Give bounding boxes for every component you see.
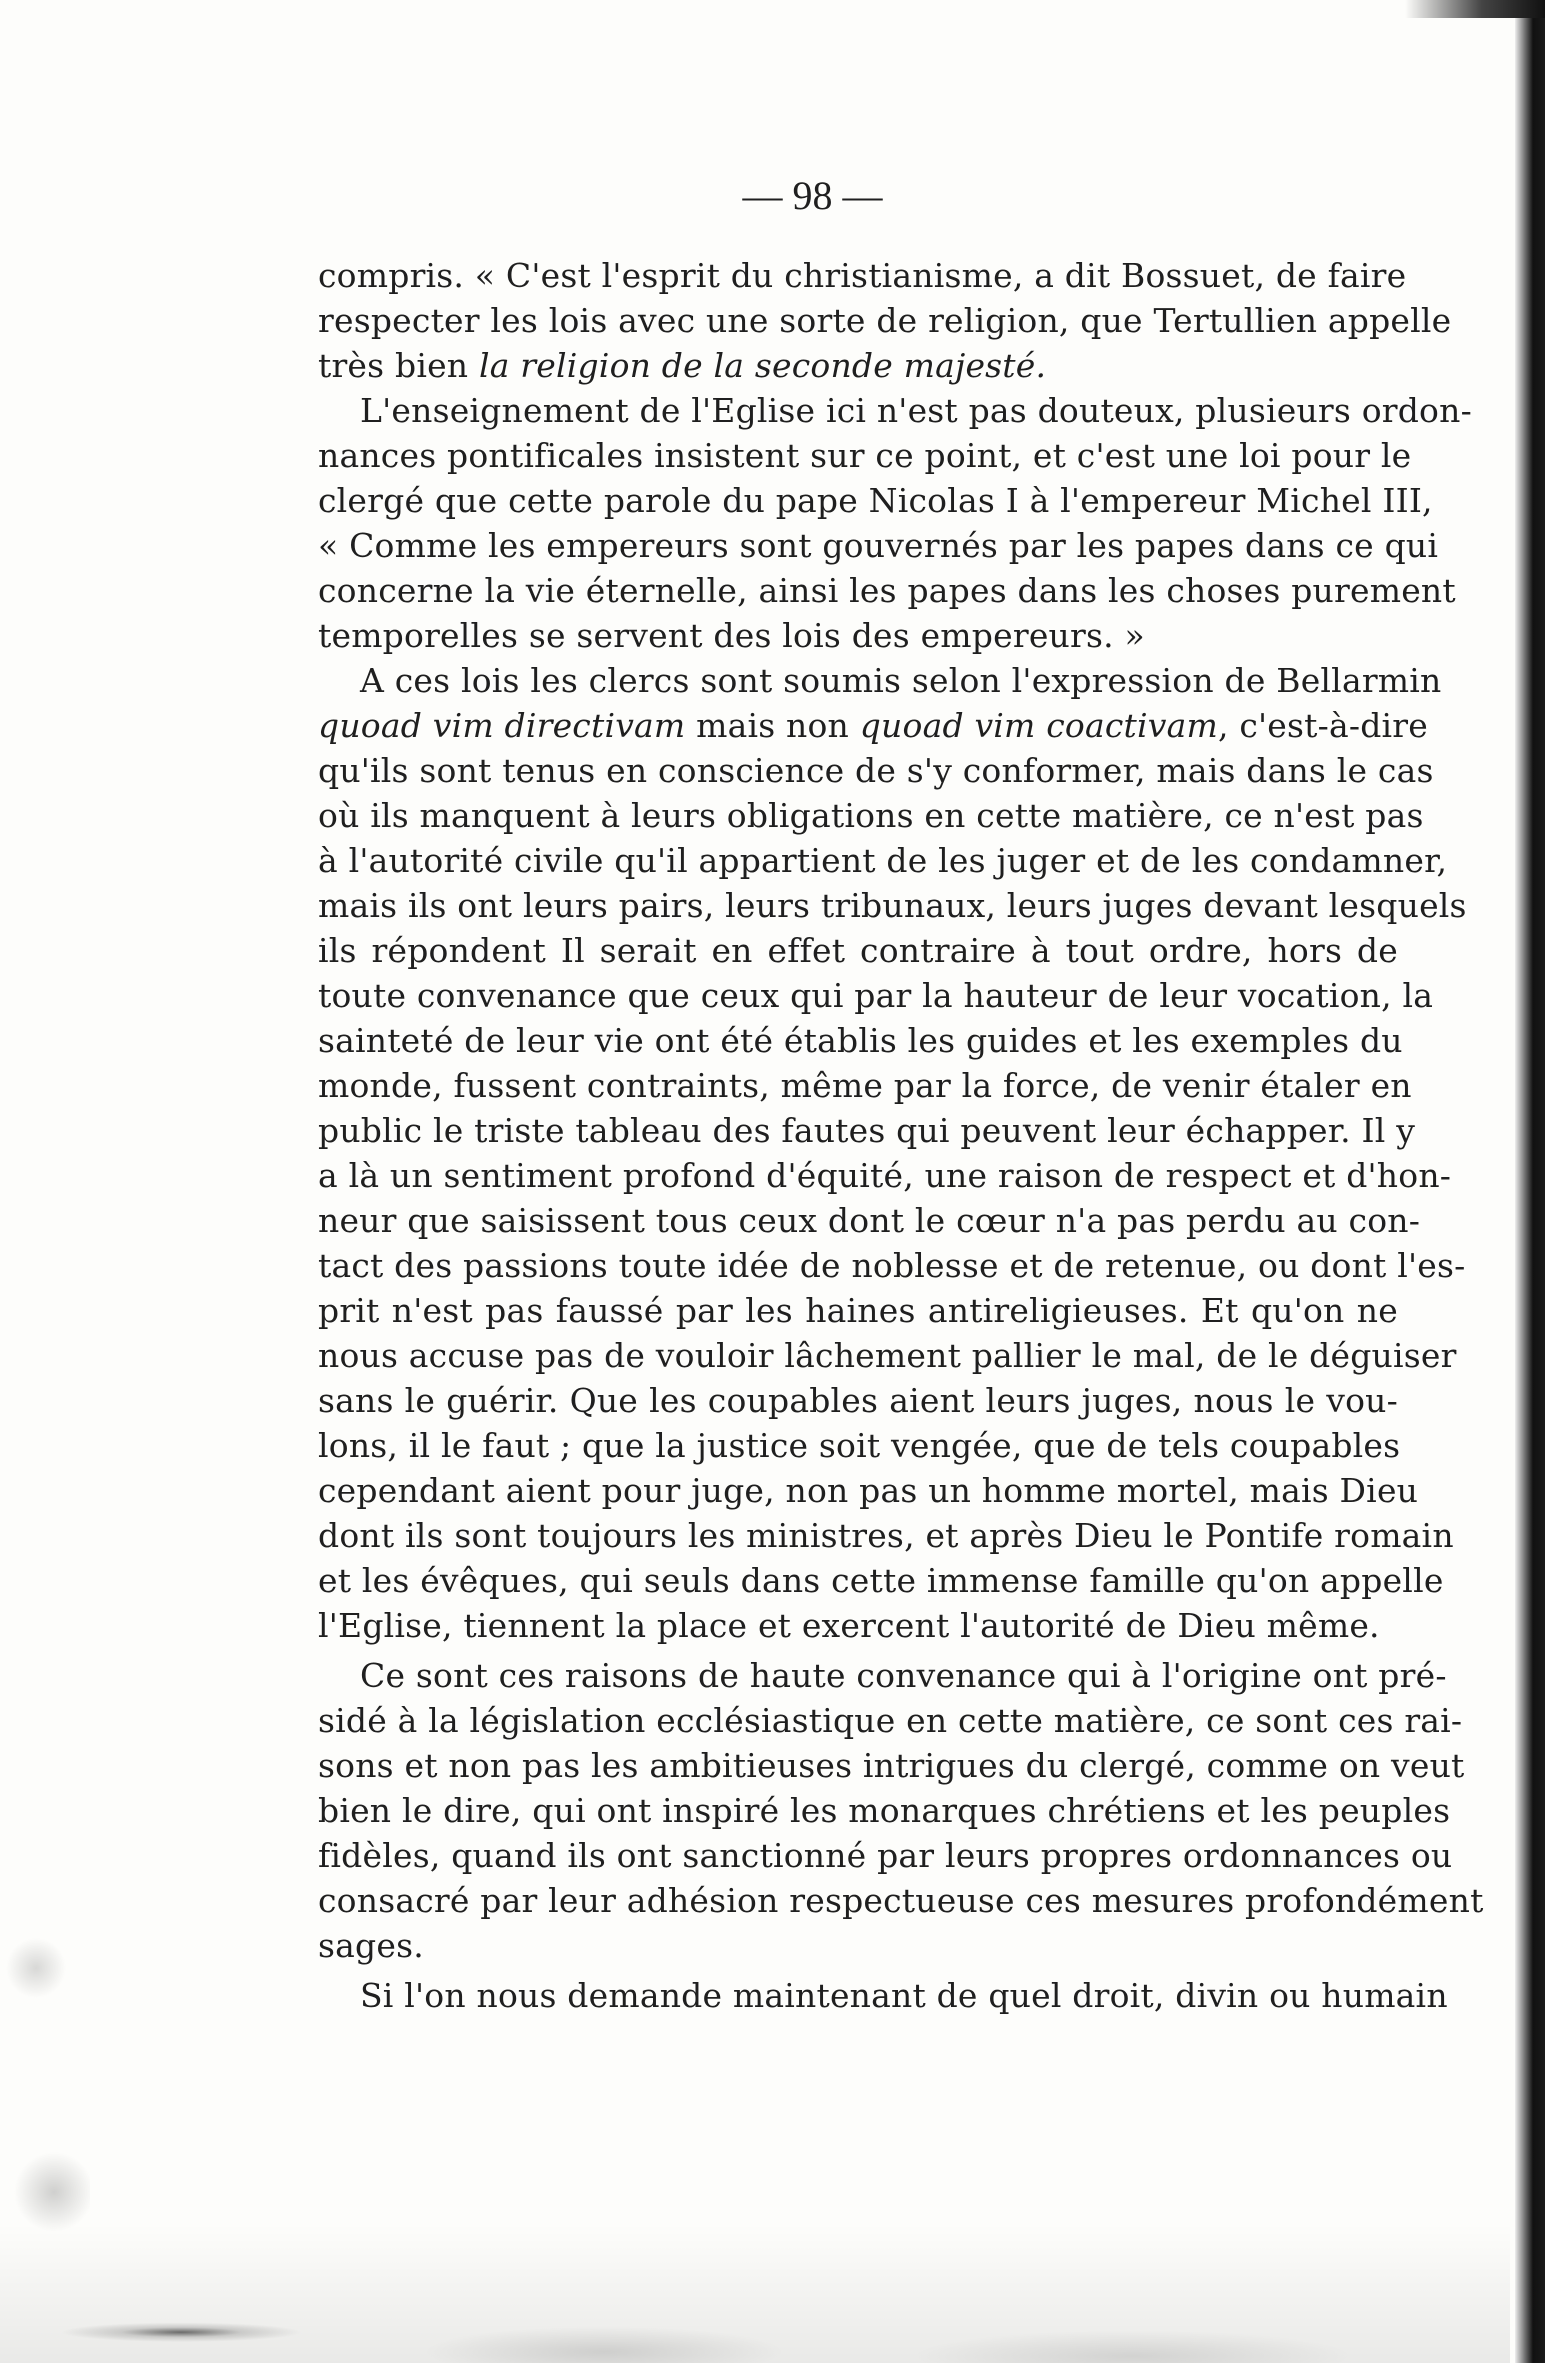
text-line <box>318 1379 1398 1423</box>
text-line <box>360 389 1472 433</box>
text-segment: nances pontificales insistent sur ce point, et c'est une loi pour le <box>318 436 1412 475</box>
text-line <box>318 1514 1454 1558</box>
text-segment: cependant aient pour juge, non pas un homme mortel, mais Dieu <box>318 1471 1419 1510</box>
text-line <box>318 434 1412 478</box>
text-segment: qu'ils sont tenus en conscience de s'y conformer, mais dans le cas <box>318 751 1434 790</box>
text-line <box>318 704 1428 748</box>
text-line <box>318 749 1434 793</box>
text-line <box>360 1974 1448 2018</box>
text-segment: concerne la vie éternelle, ainsi les papes dans les choses purement <box>318 571 1456 610</box>
text-segment: ils répondent Il serait en effet contraire à tout ordre, hors de <box>318 931 1398 970</box>
text-segment: mais ils ont leurs pairs, leurs tribunaux, leurs juges devant lesquels <box>318 886 1467 925</box>
text-segment: neur que saisissent tous ceux dont le cœur n'a pas perdu au con- <box>318 1201 1421 1240</box>
text-line <box>318 1334 1457 1378</box>
text-line <box>318 1699 1463 1743</box>
text-line <box>318 974 1434 1018</box>
text-line <box>318 614 1398 658</box>
italic-text: quoad vim coactivam <box>859 706 1218 745</box>
text-line <box>318 1154 1452 1198</box>
text-line <box>318 1789 1451 1833</box>
text-segment: Si l'on nous demande maintenant de quel droit, divin ou humain <box>360 1976 1448 2015</box>
book-spine-shadow <box>1515 0 1545 2363</box>
text-segment: Ce sont ces raisons de haute convenance qui à l'origine ont pré- <box>360 1656 1447 1695</box>
text-segment: bien le dire, qui ont inspiré les monarques chrétiens et les peuples <box>318 1791 1451 1830</box>
text-line <box>318 1244 1466 1288</box>
text-segment: où ils manquent à leurs obligations en cette matière, ce n'est pas <box>318 796 1424 835</box>
text-line <box>318 1424 1401 1468</box>
text-segment: A ces lois les clercs sont soumis selon l'expression de Bellarmin <box>360 661 1442 700</box>
text-line <box>318 1289 1398 1333</box>
text-segment: à l'autorité civile qu'il appartient de les juger et de les condamner, <box>318 841 1448 880</box>
text-line <box>318 254 1407 298</box>
text-line <box>318 1109 1416 1153</box>
text-line <box>318 344 1398 388</box>
text-segment: a là un sentiment profond d'équité, une raison de respect et d'hon- <box>318 1156 1452 1195</box>
text-line <box>318 1924 1398 1968</box>
text-segment: respecter les lois avec une sorte de religion, que Tertullien appelle <box>318 301 1452 340</box>
text-line <box>318 1019 1403 1063</box>
text-segment: sons et non pas les ambitieuses intrigues du clergé, comme on veut <box>318 1746 1465 1785</box>
text-segment: et les évêques, qui seuls dans cette immense famille qu'on appelle <box>318 1561 1444 1600</box>
text-line <box>318 839 1448 883</box>
text-segment: public le triste tableau des fautes qui peuvent leur échapper. Il y <box>318 1111 1416 1150</box>
text-line <box>318 1604 1398 1648</box>
text-segment: sages. <box>318 1926 424 1965</box>
text-segment: prit n'est pas faussé par les haines antireligieuses. Et qu'on ne <box>318 1291 1398 1330</box>
text-line <box>318 1064 1412 1108</box>
text-segment: clergé que cette parole du pape Nicolas I à l'empereur Michel III, <box>318 481 1433 520</box>
text-segment: , c'est-à-dire <box>1217 706 1428 745</box>
text-line <box>318 884 1467 928</box>
text-line <box>318 479 1433 523</box>
text-line <box>318 1834 1453 1878</box>
text-segment: consacré par leur adhésion respectueuse ces mesures profondément <box>318 1881 1484 1920</box>
text-line <box>318 1879 1484 1923</box>
text-line <box>318 929 1398 973</box>
text-line <box>318 524 1439 568</box>
text-segment: l'Eglise, tiennent la place et exercent l'autorité de Dieu même. <box>318 1606 1380 1645</box>
text-segment: fidèles, quand ils ont sanctionné par leurs propres ordonnances ou <box>318 1836 1453 1875</box>
text-segment: monde, fussent contraints, même par la force, de venir étaler en <box>318 1066 1412 1105</box>
text-segment: L'enseignement de l'Eglise ici n'est pas douteux, plusieurs ordon- <box>360 391 1472 430</box>
text-segment: compris. « C'est l'esprit du christianisme, a dit Bossuet, de faire <box>318 256 1407 295</box>
italic-text: la religion de la seconde majesté. <box>478 346 1047 385</box>
page-number: — 98 — <box>742 173 883 218</box>
text-segment: tact des passions toute idée de noblesse et de retenue, ou dont l'es- <box>318 1246 1466 1285</box>
body-text <box>318 254 1484 2054</box>
text-segment: nous accuse pas de vouloir lâchement pallier le mal, de le déguiser <box>318 1336 1457 1375</box>
text-line <box>318 1744 1465 1788</box>
text-segment: mais non <box>685 706 860 745</box>
text-line <box>318 569 1456 613</box>
text-segment: « Comme les empereurs sont gouvernés par les papes dans ce qui <box>318 526 1439 565</box>
scan-bottom-noise <box>0 2223 1510 2363</box>
text-segment: très bien <box>318 346 479 385</box>
text-segment: temporelles se servent des lois des empereurs. » <box>318 616 1145 655</box>
italic-text: quoad vim directivam <box>318 706 686 745</box>
text-segment: dont ils sont toujours les ministres, et après Dieu le Pontife romain <box>318 1516 1454 1555</box>
text-line <box>318 794 1424 838</box>
text-segment: sainteté de leur vie ont été établis les guides et les exemples du <box>318 1021 1403 1060</box>
text-segment: sans le guérir. Que les coupables aient leurs juges, nous le vou- <box>318 1381 1398 1420</box>
text-line <box>318 1199 1421 1243</box>
text-line <box>318 1559 1444 1603</box>
text-segment: lons, il le faut ; que la justice soit vengée, que de tels coupables <box>318 1426 1401 1465</box>
text-segment: sidé à la législation ecclésiastique en cette matière, ce sont ces rai- <box>318 1701 1463 1740</box>
text-segment: toute convenance que ceux qui par la hauteur de leur vocation, la <box>318 976 1434 1015</box>
text-line <box>360 1654 1447 1698</box>
text-line <box>318 1469 1419 1513</box>
text-line <box>360 659 1442 703</box>
text-line <box>318 299 1452 343</box>
book-spine-top-shadow <box>1405 0 1545 18</box>
